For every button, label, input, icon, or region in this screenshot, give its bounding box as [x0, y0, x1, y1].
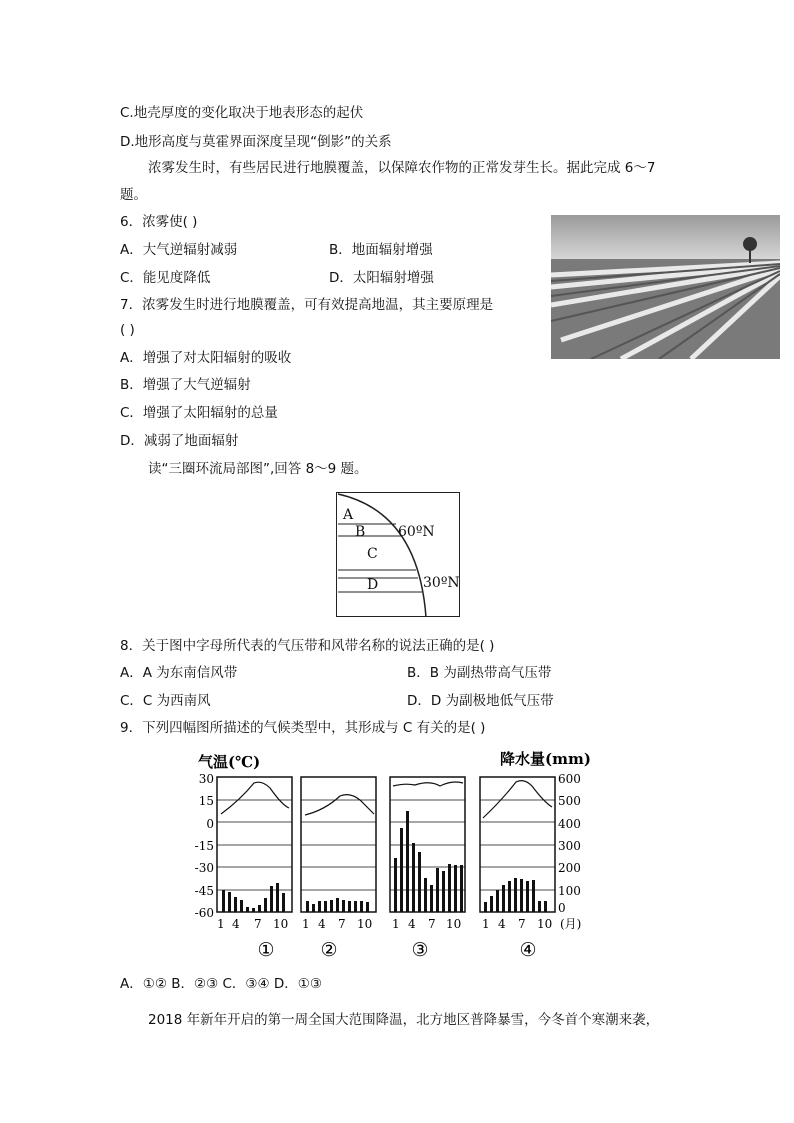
precip-tick: 0 — [558, 901, 566, 915]
latitude-60n: 60ºN — [398, 524, 435, 540]
climate-panel-2 — [301, 777, 376, 912]
month-tick: 1 — [392, 917, 400, 931]
panel-label-4: ④ — [519, 939, 537, 961]
temp-tick: -30 — [194, 861, 214, 875]
q6-option-b: B．地面辐射增强 — [329, 242, 433, 258]
precip-tick: 400 — [558, 817, 581, 831]
temp-tick: -60 — [194, 906, 214, 920]
temperature-axis-title: 气温(℃) — [198, 753, 261, 771]
label-c: C — [367, 546, 378, 562]
circulation-diagram — [336, 492, 460, 617]
temp-tick: 0 — [206, 817, 214, 831]
month-tick: 1 — [217, 917, 225, 931]
month-tick: 10 — [273, 917, 289, 931]
q7-option-d: D．减弱了地面辐射 — [120, 433, 239, 449]
month-tick: 10 — [537, 917, 553, 931]
climate-charts-svg — [190, 750, 600, 965]
field-illustration — [551, 215, 780, 359]
label-d: D — [367, 577, 379, 593]
option-c-previous: C.地壳厚度的变化取决于地表形态的起伏 — [120, 105, 364, 121]
precipitation-axis-title: 降水量(mm) — [500, 750, 591, 768]
month-tick: 7 — [254, 917, 262, 931]
month-tick: 10 — [357, 917, 373, 931]
month-tick: 10 — [446, 917, 462, 931]
q8-option-b: B．B 为副热带高气压带 — [407, 665, 552, 681]
panel-label-3: ③ — [411, 939, 429, 961]
climate-panel-4 — [480, 777, 555, 912]
temp-tick: -15 — [194, 839, 214, 853]
q6-option-c: C．能见度降低 — [120, 270, 211, 286]
q9-options: A．①② B．②③ C．③④ D．①③ — [120, 976, 323, 992]
climate-panel-1 — [217, 777, 292, 912]
climate-charts-figure — [190, 750, 600, 965]
q7-option-a: A．增强了对太阳辐射的吸收 — [120, 350, 292, 366]
temperature-ticks — [195, 772, 214, 920]
precipitation-ticks — [558, 772, 581, 915]
q8-option-a: A．A 为东南信风带 — [120, 665, 238, 681]
month-tick: 4 — [318, 917, 326, 931]
option-d-previous: D.地形高度与莫霍界面深度呈现“倒影”的关系 — [120, 134, 392, 150]
question-9: 9．下列四幅图所描述的气候类型中，其形成与 C 有关的是( ) — [120, 720, 486, 736]
question-8: 8．关于图中字母所代表的气压带和风带名称的说法正确的是( ) — [120, 638, 495, 654]
q8-option-c: C．C 为西南风 — [120, 693, 211, 709]
mulch-field-photo — [551, 215, 780, 359]
reading-prompt: 读“三圈环流局部图”,回答 8～9 题。 — [148, 461, 368, 477]
q6-option-d: D．太阳辐射增强 — [329, 270, 434, 286]
label-b: B — [355, 524, 366, 540]
label-a: A — [343, 507, 354, 523]
temp-tick: -45 — [194, 884, 214, 898]
month-tick: 1 — [482, 917, 490, 931]
month-tick: 7 — [518, 917, 526, 931]
month-tick: 7 — [338, 917, 346, 931]
temp-tick: 15 — [198, 794, 214, 808]
precip-tick: 200 — [558, 861, 581, 875]
q8-option-d: D．D 为副极地低气压带 — [407, 693, 554, 709]
panel-label-2: ② — [320, 939, 338, 961]
month-tick: 4 — [408, 917, 416, 931]
intro-paragraph: 浓雾发生时，有些居民进行地膜覆盖，以保障农作物的正常发芽生长。据此完成 6～7 — [148, 160, 656, 176]
question-7-paren: ( ) — [120, 322, 135, 338]
question-7: 7．浓雾发生时进行地膜覆盖，可有效提高地温，其主要原理是 — [120, 297, 494, 313]
panel-labels — [257, 939, 536, 961]
latitude-30n: 30ºN — [423, 575, 460, 591]
next-passage: 2018 年新年开启的第一周全国大范围降温，北方地区普降暴雪，今冬首个寒潮来袭， — [148, 1012, 660, 1028]
q7-option-b: B．增强了大气逆辐射 — [120, 377, 251, 393]
month-unit: (月) — [560, 917, 582, 931]
question-6: 6．浓雾使( ) — [120, 214, 198, 230]
temp-tick: 30 — [198, 772, 214, 786]
precip-tick: 600 — [558, 772, 581, 786]
month-tick: 1 — [302, 917, 310, 931]
month-tick: 4 — [498, 917, 506, 931]
intro-paragraph-cont: 题。 — [120, 187, 147, 203]
month-ticks — [217, 917, 581, 931]
q7-option-c: C．增强了太阳辐射的总量 — [120, 405, 278, 421]
month-tick: 7 — [428, 917, 436, 931]
climate-panel-3 — [390, 777, 465, 912]
panel-label-1: ① — [257, 939, 275, 961]
precip-tick: 300 — [558, 839, 581, 853]
month-tick: 4 — [232, 917, 240, 931]
precip-tick: 500 — [558, 794, 581, 808]
precip-tick: 100 — [558, 884, 581, 898]
q6-option-a: A．大气逆辐射减弱 — [120, 242, 238, 258]
